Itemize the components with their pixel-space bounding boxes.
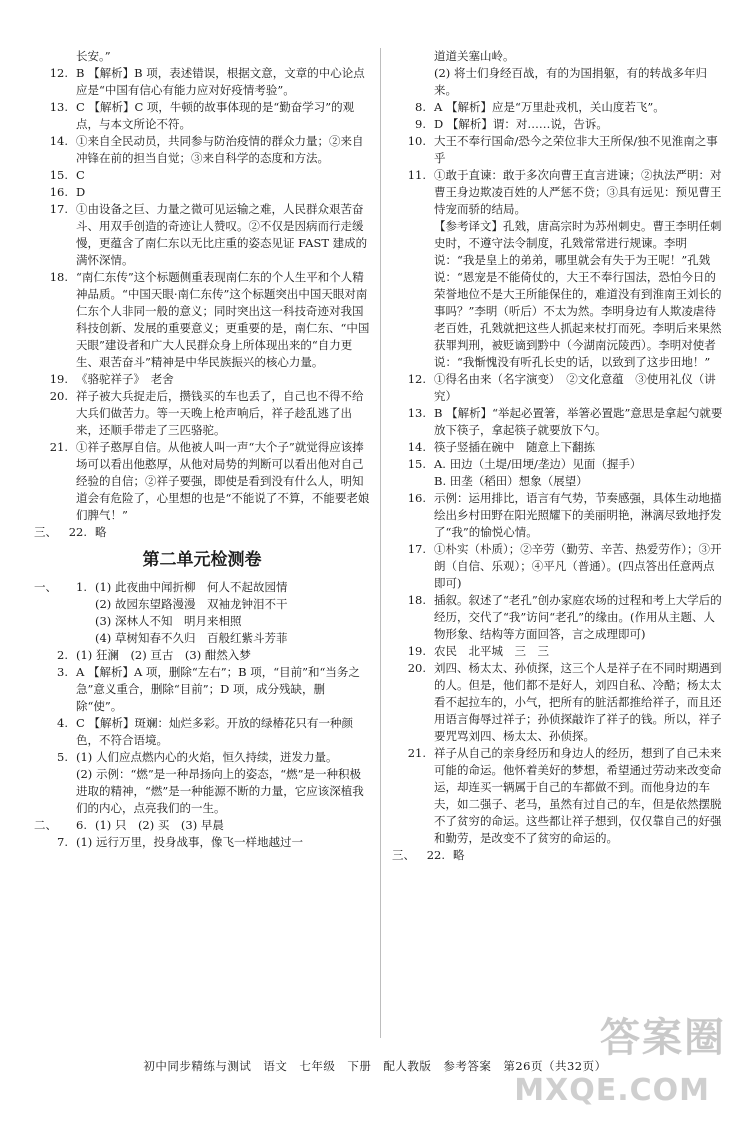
answer-item-12 <box>392 371 724 405</box>
answer-number: 11. <box>407 168 426 182</box>
answer-number: 1. <box>76 580 87 594</box>
answer-number: 6. <box>76 818 87 832</box>
answer-item-17 <box>392 541 724 592</box>
answer-item-20 <box>392 660 724 745</box>
answer-item-14 <box>34 133 370 167</box>
answer-number: 15. <box>407 457 426 471</box>
answer-item-g5 <box>34 749 370 817</box>
answer-text <box>434 167 724 371</box>
answer-text: D <box>76 185 86 199</box>
answer-number: 21. <box>49 440 68 454</box>
answer-number: 22. <box>426 848 445 862</box>
answer-number: 10. <box>407 134 426 148</box>
left-column <box>34 48 370 851</box>
answer-number: 2. <box>57 648 68 662</box>
answer-text: C 【解析】C 项，牛顿的故事体现的是“勤奋学习”的观点，与本文所论不符。 <box>76 100 355 131</box>
answer-number: 12. <box>407 372 426 386</box>
answer-text: (1) 远行万里，投身战事，像飞一样地越过一 <box>76 835 303 849</box>
answer-text: B 【解析】“举起必置箸，举箸必置匙”意思是拿起勺就要放下筷子，拿起筷子就要放下勺。 <box>434 406 723 437</box>
answer-number: 15. <box>49 168 68 182</box>
answer-item-13 <box>392 405 724 439</box>
poem-line: (1) 此夜曲中闻折柳 何人不起故园情 <box>95 580 288 594</box>
answer-text: (1) 只 (2) 买 (3) 早晨 <box>95 818 224 832</box>
answer-item-g3 <box>34 664 370 715</box>
answer-item-18 <box>34 269 370 371</box>
answer-item-18 <box>392 592 724 643</box>
answer-text: A. 田边（土堤/田埂/垄边）见面（握手） B. 田垄（稻田）想象（展望） <box>434 457 642 488</box>
answer-text: “南仁东传”这个标题侧重表现南仁东的个人生平和个人精神品质。“中国天眼·南仁东传”这个标题突出中国天眼对南仁东个人非同一般的意义；同时突出这一科技奇迹对我国科技创新、发展的重要意义；更重要的是，南仁东、“中国天眼”建设者和广大人民群众身上所体现出来的“自力更生、艰苦奋斗”精神是中华民族振兴的核心力量。 <box>76 270 370 369</box>
poem-line: (2) 故园东望路漫漫 双袖龙钟泪不干 <box>95 597 288 611</box>
answer-text: B 【解析】B 项，表述错误，根据文意，文章的中心论点应是“中国有信心有能力应对好疫情考验”。 <box>76 66 365 97</box>
continued-text: 道道关塞山岭。 <box>434 49 515 63</box>
answer-text: 示例：运用排比，语言有气势，节奏感强，具体生动地描绘出乡村田野在阳光照耀下的美丽明艳，淋漓尽致地抒发了“我”的愉悦心情。 <box>434 491 722 539</box>
answer-text: 刘四、杨太太、孙侦探，这三个人是祥子在不同时期遇到的人。但是，他们都不是好人，刘四自私、冷酷；杨太太看不起拉车的，小气，把所有的脏活都推给祥子，而且还用语言侮辱过祥子；孙侦探敲诈了祥子的钱。所以，祥子要咒骂刘四、杨太太、孙侦探。 <box>434 661 722 743</box>
section-label: 三、 <box>392 848 415 862</box>
answer-text <box>95 579 370 647</box>
answer-number: 7. <box>57 835 68 849</box>
answer-item-8 <box>392 99 724 116</box>
section-label: 一、 <box>34 580 57 594</box>
answer-number: 16. <box>407 491 426 505</box>
poem-line: (4) 草树知春不久归 百般红紫斗芳菲 <box>95 631 288 645</box>
poem-line: (3) 深林人不知 明月来相照 <box>95 614 242 628</box>
answer-item-14 <box>392 439 724 456</box>
answer-item-17 <box>34 201 370 269</box>
section-label: 三、 <box>34 525 57 539</box>
answer-number: 20. <box>407 661 426 675</box>
answer-number: 13. <box>49 100 68 114</box>
answer-item-g1 <box>34 579 370 647</box>
answer-item-12 <box>34 65 370 99</box>
answer-text: ①由设备之巨、力量之微可见运输之难，人民群众艰苦奋斗、用双手创造的奇迹让人赞叹。②不仅是因病而行走缓慢，更蕴含了南仁东以无比庄重的姿态见证 FAST 建成的满怀深情。 <box>76 202 368 267</box>
answer-item-15 <box>392 456 724 490</box>
answer-item-19 <box>392 643 724 660</box>
answer-text: ①来自全民动员，共同参与防治疫情的群众力量；②来自冲锋在前的担当自觉；③来自科学的态度和方法。 <box>76 134 364 165</box>
answer-item-10 <box>392 133 724 167</box>
answer-number: 14. <box>49 134 68 148</box>
answer-number: 17. <box>49 202 68 216</box>
answer-text: C <box>76 168 85 182</box>
answer-number: 18. <box>49 270 68 284</box>
answer-number: 5. <box>57 750 68 764</box>
answer-text: (1) 狂澜 (2) 亘古 (3) 酣然入梦 <box>76 648 251 662</box>
reference-translation: 【参考译文】孔戣，唐高宗时为苏州刺史。曹王李明任刺史时，不遵守法令制度，孔戣常常进行规谏。李明说：“我是皇上的弟弟，哪里就会有失于为王呢！”孔戣说：“恩宠是不能倚仗的，大王不奉行国法，恐怕今日的荣誉地位不是大王所能保住的，难道没有到淮南王刘长的事吗？”李明（听后）不太为然。李明身边有人欺凌虐待老百姓，孔戣就把这些人抓起来杖打而死。李明后来果然获罪判刑，被贬谪到黔中（今湖南沅陵西）。李明对使者说：“我惭愧没有听孔长史的话，以致到了这步田地！” <box>434 219 722 369</box>
page-footer: 初中同步精练与测试 语文 七年级 下册 配人教版 参考答案 第26页（共32页） <box>143 1059 607 1073</box>
answer-number: 22. <box>68 525 87 539</box>
answer-number: 21. <box>407 746 426 760</box>
section-three <box>392 847 724 864</box>
answer-text: 插叙。叙述了“老孔”创办家庭农场的过程和考上大学后的经历，交代了“我”访问“老孔”的缘由。(作用从主题、人物形象、结构等方面回答，言之成理即可) <box>434 593 722 641</box>
answer-number: 12. <box>49 66 68 80</box>
answer-number: 13. <box>407 406 426 420</box>
answer-item-g7 <box>34 834 370 851</box>
continued-text: (2) 将士们身经百战，有的为国捐躯，有的转战多年归来。 <box>434 66 707 97</box>
answer-number: 19. <box>407 644 426 658</box>
answer-number: 3. <box>57 665 68 679</box>
answer-item-9 <box>392 116 724 133</box>
answer-number: 17. <box>407 542 426 556</box>
answer-text: C 【解析】斑斓：灿烂多彩。开放的绿椿花只有一种颜色，不符合语境。 <box>76 716 353 747</box>
answer-text: ①祥子憨厚自信。从他被人叫一声“大个子”就觉得应该捧场可以看出他憨厚，从他对局势的判断可以看出他对自己经验的自信；②祥子要强，即使是看到没有什么人，明知道会有危险了，心里想的也是“不能说了不算，不能要老娘们脾气！” <box>76 440 370 522</box>
answer-part: ①敢于直谏：敢于多次向曹王直言进谏；②执法严明：对曹王身边欺凌百姓的人严惩不贷；③具有远见：预见曹王恃宠而骄的结局。 <box>434 168 722 216</box>
answer-item-21 <box>392 745 724 847</box>
answer-number: 9. <box>415 117 426 131</box>
answer-number: 4. <box>57 716 68 730</box>
answer-number: 8. <box>415 100 426 114</box>
answer-text: 《骆驼祥子》 老舍 <box>76 372 174 386</box>
answer-text: 略 <box>453 848 465 862</box>
answer-text: 祥子从自己的亲身经历和身边人的经历，想到了自己未来可能的命运。他怀着美好的梦想，希望通过劳动来改变命运，却连买一辆属于自己的车都做不到。而他身边的车夫，如二强子、老马，虽然有过自己的车，但是依然摆脱不了贫穷的命运。这些都让祥子想到，仅仅靠自己的好强和勤劳，是改变不了贫穷的命运的。 <box>434 746 722 845</box>
answer-item-15 <box>34 167 370 184</box>
watermark-logo: 答案圈 <box>600 1015 726 1061</box>
answer-text: D 【解析】谓：对……说，告诉。 <box>434 117 608 131</box>
answer-part: (2) 示例：“燃”是一种昂扬向上的姿态，“燃”是一种积极进取的精神，“燃”是一种能源不断的力量，它应该深植我们的内心，点亮我们的一生。 <box>76 767 364 815</box>
answer-text: 略 <box>95 525 107 539</box>
column-divider <box>380 48 381 1038</box>
answer-number: 20. <box>49 389 68 403</box>
answer-text: 大王不奉行国命/恐今之荣位非大王所保/独不见淮南之事乎 <box>434 134 718 165</box>
answer-text: ①得名由来（名字演变） ②文化意蕴 ③使用礼仪（讲究） <box>434 372 716 403</box>
answer-item-g2 <box>34 647 370 664</box>
section-label: 二、 <box>34 818 57 832</box>
answer-item-g4 <box>34 715 370 749</box>
answer-number: 14. <box>407 440 426 454</box>
answer-item-11 <box>392 167 724 371</box>
answer-part: (1) 人们应点燃内心的火焰，恒久持续，迸发力量。 <box>76 750 338 764</box>
continued-text: 长安。” <box>76 49 111 63</box>
answer-text: 祥子被大兵捉走后，攒钱买的车也丢了，自己也不得不给大兵们做苦力。等一天晚上枪声响后，祥子趁乱逃了出来，还顺手带走了三匹骆驼。 <box>76 389 364 437</box>
answer-item-19 <box>34 371 370 388</box>
answer-number: 18. <box>407 593 426 607</box>
answer-text: A 【解析】应是“万里赴戎机，关山度若飞”。 <box>434 100 665 114</box>
unit-title: 第二单元检测卷 <box>142 550 262 570</box>
answer-text: 农民 北平城 三 三 <box>434 644 549 658</box>
answer-text: A 【解析】A 项，删除“左右”；B 项，“目前”和“当务之急”意义重合，删除“目前”；D 项，成分残缺，删除“使”。 <box>76 665 360 713</box>
answer-item-20 <box>34 388 370 439</box>
answer-number: 19. <box>49 372 68 386</box>
right-column <box>392 48 724 864</box>
answer-number: 16. <box>49 185 68 199</box>
answer-text: 筷子竖插在碗中 随意上下翻拣 <box>434 440 595 454</box>
answer-item-g6 <box>34 817 370 834</box>
section-three <box>34 524 370 541</box>
answer-item-13 <box>34 99 370 133</box>
watermark-url: MXQE.COM <box>514 1073 710 1108</box>
answer-item-16 <box>392 490 724 541</box>
answer-text <box>76 749 370 817</box>
answer-item-16 <box>34 184 370 201</box>
answer-text: ①朴实（朴质）；②辛劳（勤劳、辛苦、热爱劳作）；③开朗（自信、乐观）；④平凡（普通）。(四点答出任意两点即可) <box>434 542 722 590</box>
answer-item-21 <box>34 439 370 524</box>
